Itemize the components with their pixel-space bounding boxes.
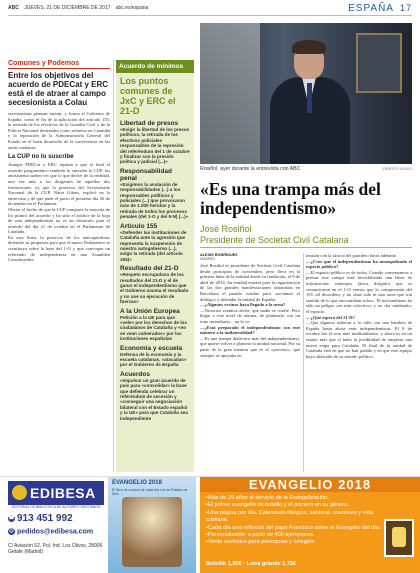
left-kicker: Comunes y Podemos <box>8 60 110 69</box>
left-article <box>8 60 110 263</box>
sidebar-item-heading: A la Unión Europea <box>120 307 180 315</box>
page-header <box>8 4 412 16</box>
sidebar-item <box>120 168 190 220</box>
promo-book-image <box>384 519 414 557</box>
cover-subtitle: El libro de oración de cada día con la Palabra de Dios <box>112 488 188 496</box>
interview-headline: «Es una trampa más del independentismo» <box>200 179 381 218</box>
photo-subject <box>270 43 350 164</box>
edibesa-logo <box>8 481 104 505</box>
sidebar-item <box>120 371 190 421</box>
phone-icon: ☎ <box>8 514 15 521</box>
phone-number: 913 451 992 <box>17 513 73 524</box>
left-subhead: La CUP no lo suscribe <box>8 153 74 161</box>
promo-bullet: • El primer evangelio de bolsillo y el primero en su género. <box>206 502 386 509</box>
sidebar-item-heading: Artículo 155 <box>120 222 158 230</box>
interview-question <box>306 259 412 270</box>
sidebar-item-heading: Economía y escuela <box>120 344 183 352</box>
cover-title: EVANGELIO 2018 <box>112 480 162 486</box>
sidebar-item-text: «Respeto escrupuloso de los resultados del 21-D y el de ganar el independentismo que el Gobierno asuma el resultado y no use su ejecución de fuerzas» <box>120 272 189 305</box>
promo-prices <box>206 561 296 567</box>
left-paragraph: Aunque PDECat y ERC aspiran a que al final el acuerdo programático también lo suscriba la CUP, los antisistema suelen ver que lo que derive de la realidad, una vez más a los dirigentes de aquellas dos formaciones, ya que la portavoz del Secretariado Nacional de la CUP, Núria Gibert, explicó en la entrevista y de que pude el pacto el próximo día 26 de diciembre en el Parlament. <box>8 162 110 207</box>
question-text: —¿Algunos vecinos haya llegado a la urna? <box>200 302 286 308</box>
sidebar-item <box>120 223 190 262</box>
price-text: Bolsillo 1,90€ · Letra grande 1,75€ <box>206 561 297 567</box>
question-text: —¿Cree que el independentismo ha monopolizado el espacio público? <box>306 258 412 270</box>
left-paragraph: secesionistas piensan insistir, y forma al Gobierno de España, como el fin de la aplicación del artículo 155, la retirada de los efectivos de la Guardia Civil y de la Policía Nacional destinados como refuerzo en Cataluña y la reposición de la Administración General del Estado en el buen desarrollo de la convivencia en las aulas catalanas. <box>8 111 110 150</box>
sidebar-item-text: «Impulsar un gran acuerdo de país para «consolidar» la base que defienda celebrar un referéndum de secesión y «conseguir una negociación bilateral con el Estado español y la UE» para que Cataluña sea independiente <box>120 377 188 421</box>
sidebar-title: Los puntos comunes de JxC y ERC el 21-D <box>120 76 176 116</box>
promo-bullet: • Cada día una reflexión del papa Francisco sobre el Evangelio del día. <box>206 525 386 532</box>
photo-credit: ERNESTO AGUDO <box>382 167 412 171</box>
interview-paragraph: José Rosiñol es presidente de Societat Civil Catalana desde principios de noviembre, pero lleva en la primera línea de la entidad desde su fundación, el 9 de abril de 2014. Su entidad entrará para la organización de las dos grandes manifestaciones unionistas en Barcelona el pasado octubre para «reclamar el diálogo» y defender la unidad de España. <box>200 263 300 302</box>
page-number: 17 <box>399 3 412 13</box>
sidebar-item-heading: Resultado del 21-D <box>120 265 179 273</box>
interview-question <box>200 325 300 336</box>
mail-icon: @ <box>9 528 14 534</box>
logo-text: EDIBESA <box>30 485 96 501</box>
logo-subtitle: EDITORIAL DE BIBLIOTECA DE AUTORES CRISTIANOS <box>11 505 101 509</box>
email-address: pedidos@edibesa.com <box>17 528 94 536</box>
cover-artwork <box>122 497 182 567</box>
interview-answer: —Que algunos salieron a la calle con una bandera de España hasta ahora eran independentistas. El 8 de octubre fue el acto más multitudinario, y ahora es en un estado más que sí hubo la posibilidad de empezar una nueva etapa para Cataluña. El final de la unidad de Cataluña está en que no han podido y en que este equipo haya abdicado de su sentido político. <box>306 320 412 359</box>
sidebar-item-text: «Exigimos la anulación de responsabilidades (...) a los responsables políticos y policiales (...) que provocaron más de 1.000 heridos y la retirada de todos los procesos penales (del 1-O y del 9-N) (...)» <box>120 181 189 220</box>
sidebar-item-text: «Exigir la libertad de los presos políticos, la retirada de los efectivos policiales responsables de la represión del referéndum del 1 de octubre y finalizar con la presión política y judicial (...)» <box>120 127 190 165</box>
advertisement <box>0 476 420 573</box>
site-url: abc.es/espana <box>115 5 149 11</box>
column-divider <box>303 253 304 472</box>
interview-answer: —El espacio público es de todos. Cuando comenzamos a prestar este campo está invisibilizada una labor de información; mensajes falsos dirigidos que se comunicaron en el 1-O vemos que la comprensión del 155 «el desorden» y no «han sido ni una tarea que son sentido de lo que encontraban solos». El nacionalismo ha sido un peligro «en más colectivo» y no «ha cambiado» el espacio. <box>306 269 412 314</box>
header-dateline <box>8 5 148 11</box>
book-cover <box>108 477 196 573</box>
sidebar-banner: Acuerdo de mínimos <box>116 60 194 73</box>
column-divider <box>113 60 114 472</box>
logo-mark-icon <box>12 485 27 500</box>
sidebar-item <box>120 308 190 342</box>
sidebar-item-text: Defensa de la economía y la escuela catalanas, «atacadas» por el Gobierno de España <box>120 351 187 368</box>
promo-bullet: • Una página por día. Calendario litúrgico, santoral, oraciones y vida cristiana. <box>206 510 386 525</box>
question-text: —¿Está preparado el independentismo con este número a la unilateralidad? <box>200 324 300 336</box>
ad-promo-panel <box>200 477 420 573</box>
promo-bullets <box>206 495 386 547</box>
sidebar-item <box>120 345 190 368</box>
sidebar-item <box>120 265 190 304</box>
interview-photo <box>200 23 412 164</box>
caption-text: Rosiñol, ayer durante la entrevista con ABC <box>200 166 301 172</box>
sidebar-item <box>120 120 190 165</box>
agreement-sidebar <box>116 60 194 472</box>
question-text: —¿Qué espera del 21-D? <box>306 314 355 320</box>
author-city: MADRID <box>200 257 215 261</box>
subject-hair <box>292 40 326 54</box>
sidebar-item-heading: Libertad de presos <box>120 120 179 127</box>
interviewee-name: José Rosiñol <box>200 224 252 234</box>
photo-wall-frame <box>356 33 402 93</box>
interviewee-role: Presidente de Societat Civil Catalana <box>200 235 412 248</box>
interview-answer: tensión con la táctica del paradero hacia adelante. <box>306 253 398 258</box>
paper-name: ABC <box>8 5 19 11</box>
sidebar-item-heading: Acuerdos <box>120 370 150 378</box>
interview-question <box>200 302 300 308</box>
sidebar-item-text: «Defender las instituciones de Cataluña ante la agresión que representa la suspensión de nuestra autogobierno (...), exigir la retirada (del artículo 155)» <box>120 229 187 262</box>
photo-window-light <box>200 23 260 164</box>
ad-phone <box>8 513 73 524</box>
interview-column-2 <box>306 253 412 359</box>
section-name: ESPAÑA <box>348 3 394 14</box>
ad-address: C/ Aviación 52, Pol. Ind. Los Olivos, 28906 Getafe (Madrid) <box>8 543 103 555</box>
left-paragraph: Obviar el hecho de que la CUP comparte la mayoría de los puntos del acuerdo y ha sido el artífice de la hoja de ruta independentista no es un obstáculo para el acuerdo del día 21 de octubre en el Parlamento de Cataluña. <box>8 206 110 235</box>
author-name: ALEXIS RODRÍGUEZ <box>200 253 238 257</box>
interview-answer: —Es una trampa dialéctica más del independentismo, que quiere volver a plantear la unidad nacional. Por su parte de la gran mentira que es el «proceso», que siempre se apoyaba en <box>200 335 301 358</box>
left-headline: Entre los objetivos del acuerdo de PDECat y ERC está el de atraer al campo secesionista a Colau <box>8 71 109 107</box>
promo-bullet: • Venta exclusiva para parroquias y colegios <box>206 539 386 546</box>
sidebar-item-heading: Responsabilidad penal <box>120 167 173 182</box>
promo-bullet: • Más de 29 años al servicio de la Evangelización. <box>206 495 386 502</box>
ad-publisher-block <box>8 481 104 571</box>
photo-caption <box>200 166 412 172</box>
promo-bullet: • Personalizable: a partir de 400 ejemplares. <box>206 532 386 539</box>
interview-answer: —Nosotros estamos alerta, que nadie se confíe. Pero llegar a este nivel de alarma, de plantearlo con un tono incendiario... no lo ve. <box>200 307 300 324</box>
interview-column-1 <box>200 253 300 358</box>
issue-date: JUEVES, 21 DE DICIEMBRE DE 2017 <box>24 5 111 11</box>
subject-tie <box>307 83 312 113</box>
sidebar-item-text: Petición a la UE para que «vele» por los derechos de los ciudadanos de Cataluña y «no se vean vulnerados» por las instituciones españolas <box>120 314 187 342</box>
section-label <box>348 3 412 14</box>
left-paragraph: En esta línea, la portavoz de los anticapitalistas defendió su propuesta para que el nuevo Parlamento se constituya sobre la base del 1-O y que convoque un referendo de independencia en una Asamblea Constituyente. <box>8 234 110 263</box>
promo-title: EVANGELIO 2018 <box>200 477 420 492</box>
ad-email <box>8 528 93 535</box>
